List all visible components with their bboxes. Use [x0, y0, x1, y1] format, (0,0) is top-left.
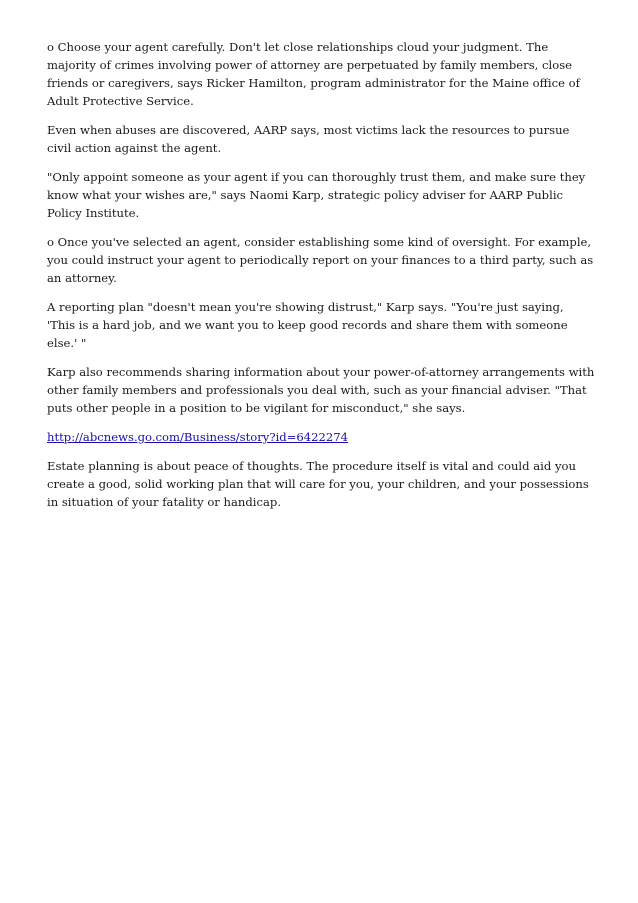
paragraph-reporting-plan: A reporting plan "doesn't mean you're showing distrust," Karp says. "You're just saying, 'This is a hard job, and we want you to keep good records and share them with someone else.' "	[47, 300, 568, 350]
paragraph-estate-planning: Estate planning is about peace of thoughts. The procedure itself is vital and could aid you create a good, solid working plan that will care for you, your children, and your possessions in situation of your fatality or handicap.	[47, 459, 589, 509]
paragraph-oversight: o Once you've selected an agent, consider establishing some kind of oversight. For example, you could instruct your agent to periodically report on your finances to a third party, such as an attorney.	[47, 235, 594, 285]
paragraph-karp-quote: "Only appoint someone as your agent if you can thoroughly trust them, and make sure they know what your wishes are," says Naomi Karp, strategic policy adviser for AARP Public Policy Institute.	[47, 170, 586, 220]
link-paragraph	[47, 428, 595, 446]
paragraph-sharing-info: Karp also recommends sharing information about your power-of-attorney arrangements with other family members and professionals you deal with, such as your financial adviser. "That puts other people in a position to be vigilant for misconduct," she says.	[47, 365, 595, 415]
source-link[interactable]: http://abcnews.go.com/Business/story?id=6422274	[47, 430, 349, 444]
document-page	[47, 38, 595, 522]
paragraph-abuses: Even when abuses are discovered, AARP says, most victims lack the resources to pursue civil action against the agent.	[47, 123, 570, 155]
paragraph-choose-agent: o Choose your agent carefully. Don't let close relationships cloud your judgment. The majority of crimes involving power of attorney are perpetuated by family members, close friends or caregivers, says Ricker Hamilton, program administrator for the Maine office of Adult Protective Service.	[47, 40, 580, 108]
